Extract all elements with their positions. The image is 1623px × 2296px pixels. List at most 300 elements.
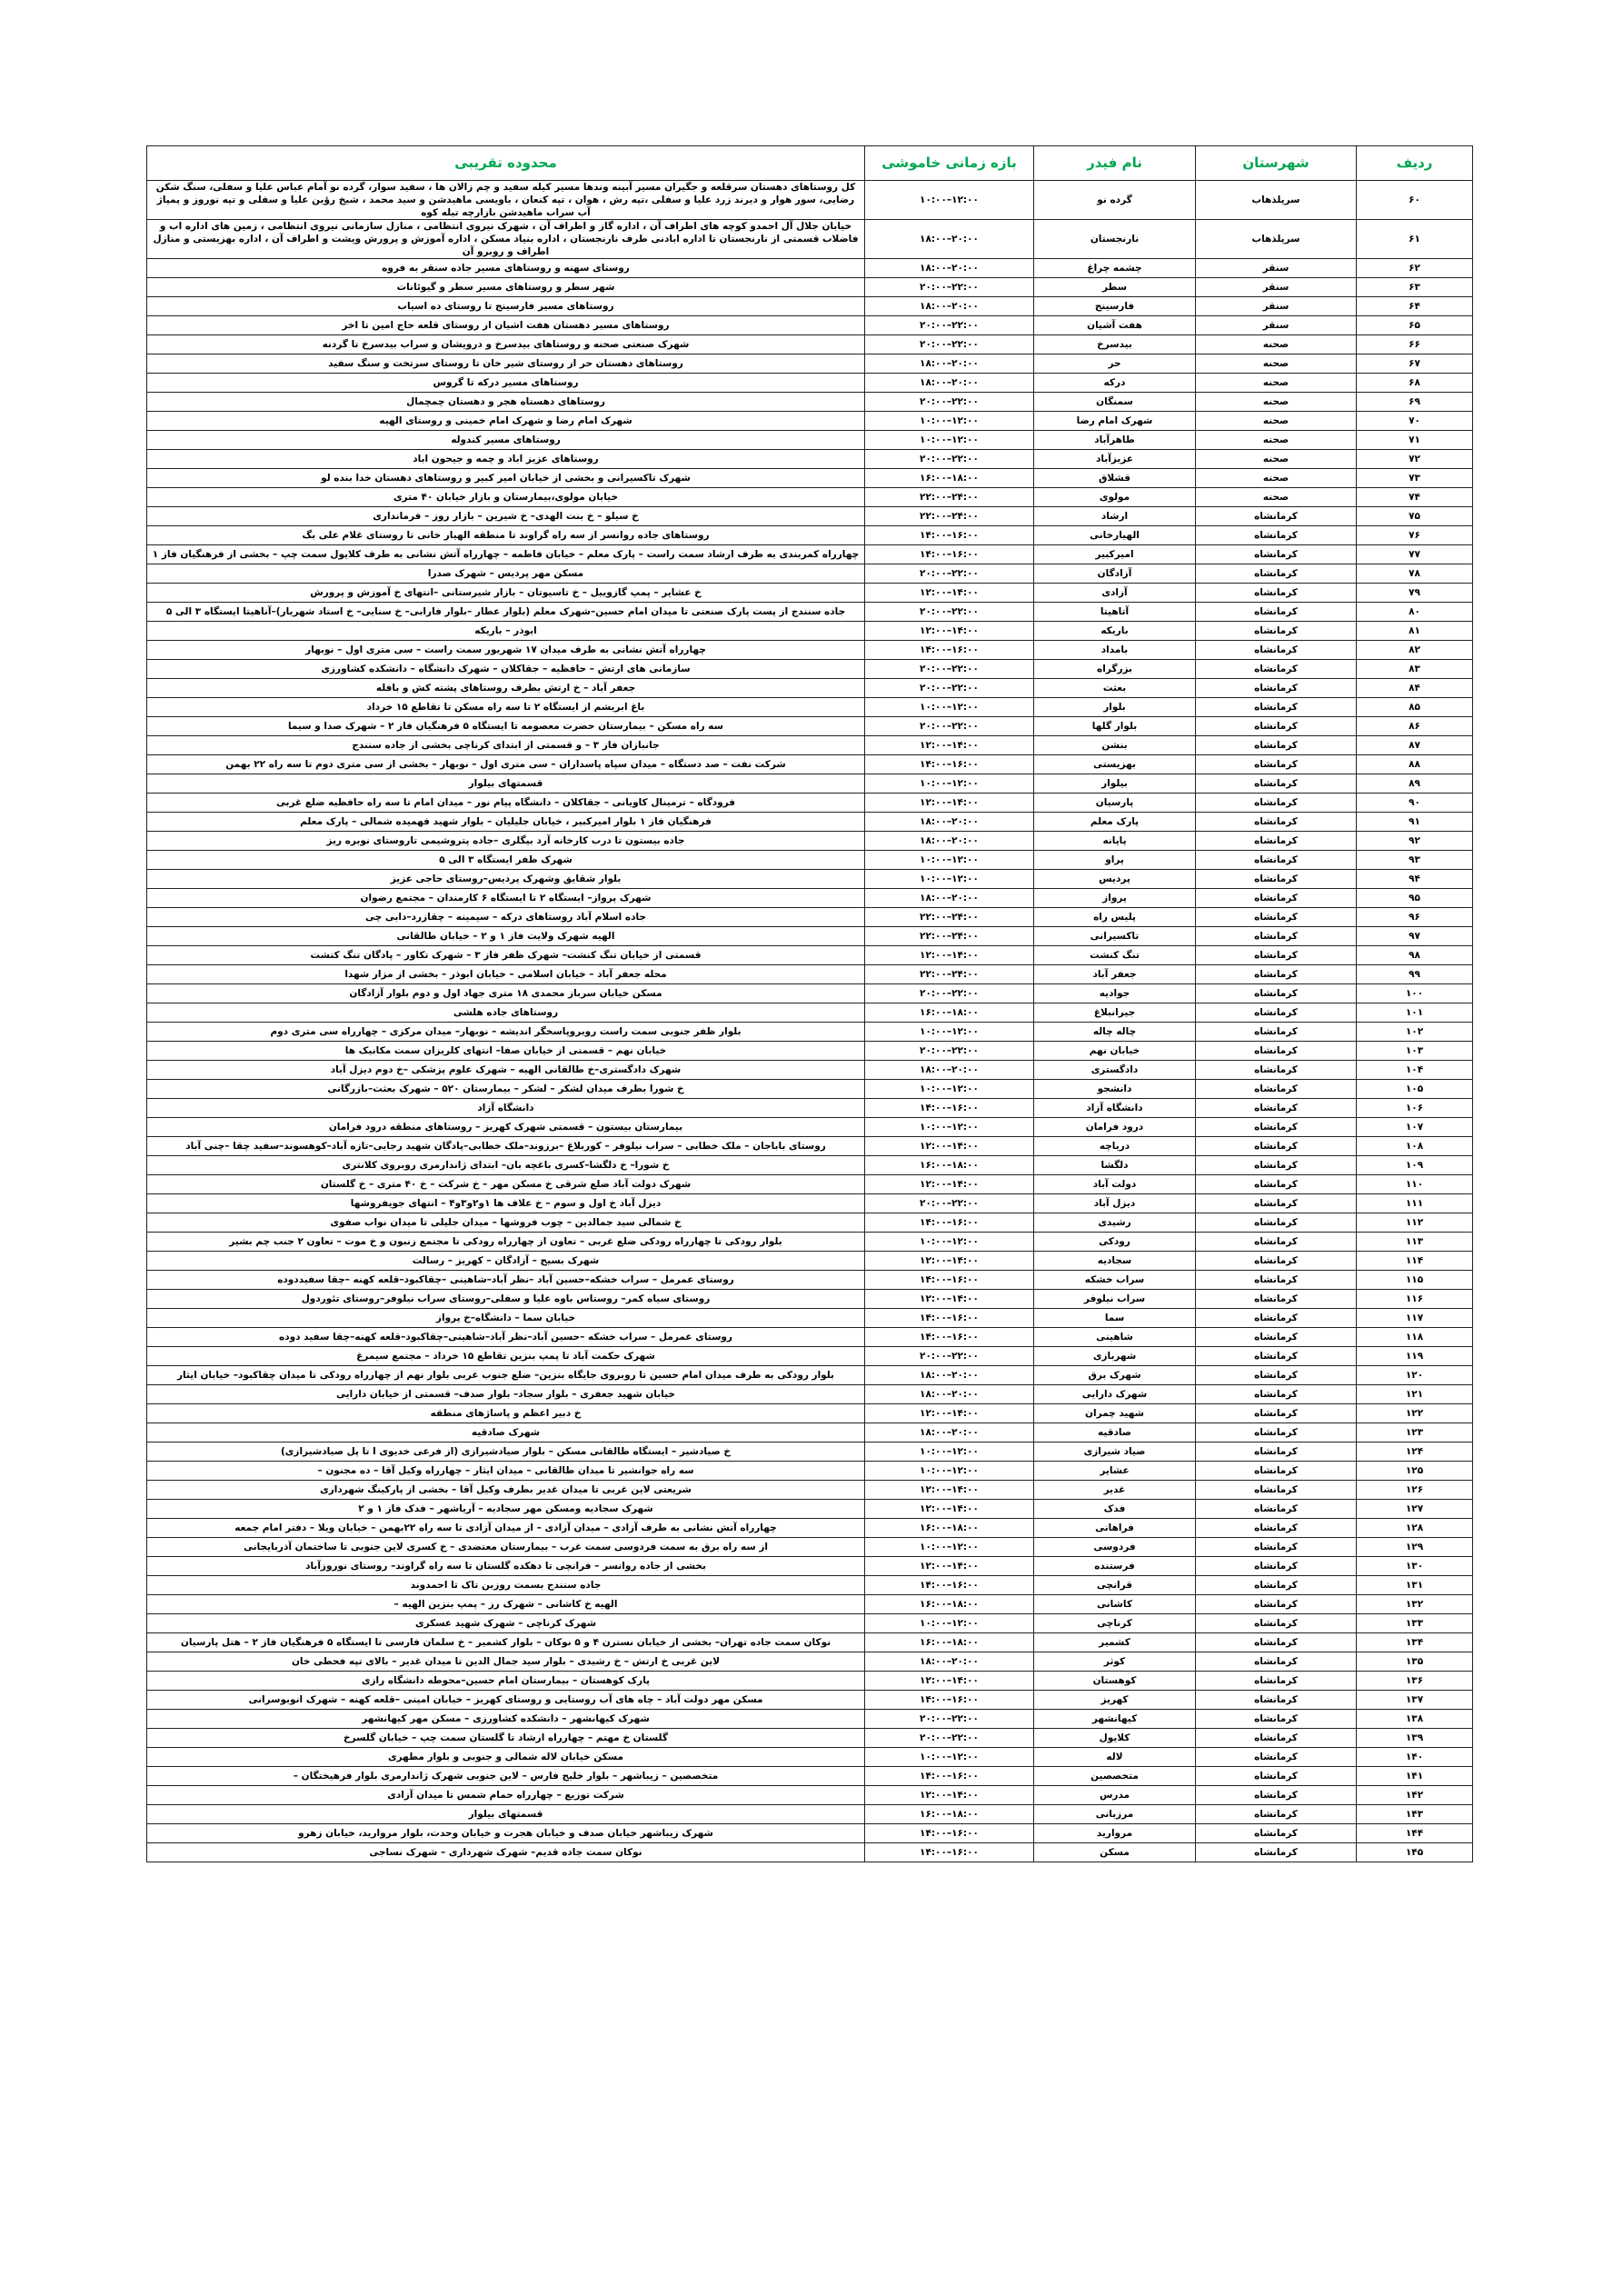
header-county: شهرستان [1196,146,1357,181]
area-cell: کل روستاهای دهستان سرقلعه و جگیران مسیر آبینه وندها مسیر کیله سفید و چم زالان ها ، سفید سوار، گرده نو آمام عباس علیا و سفلی، سنگ شکن رضایی، سور هوار و دیرند زرد علیا و سفلی ،تپه رش ، هوان ، تپه کنعان ، باویسی ماهیدشن و سید محمد ، شیخ رؤین علیا و سفلی و تپه نوروز و پمپاژ آب سراب ماهیدشن بازارچه تیله کوه [147,181,865,220]
row-number-cell: ۱۰۹ [1357,1156,1473,1175]
area-cell: گلستان خ مهتم – چهارراه ارشاد تا گلستان سمت چپ – خیابان گلسرخ [147,1729,865,1748]
time-cell: ۱۴:۰۰–۱۶:۰۰ [865,1213,1034,1233]
county-cell: کرمانشاه [1196,545,1357,564]
area-cell: شهرک زیباشهر خیابان صدف و خیابان هجرت و خیابان وحدت، بلوار مروارید، خیابان زهرو [147,1824,865,1843]
table-row [147,1824,1473,1843]
area-cell: فرودگاه – ترمینال کاویانی – جقاکلان – دانشگاه پیام نور – میدان امام تا سه راه حافظیه ضلع غربی [147,794,865,813]
table-row [147,1442,1473,1462]
area-cell: خ شمالی سید جمالدین – چوب فروشها – میدان جلیلی تا میدان نواب صفوی [147,1213,865,1233]
feeder-cell: قشلاق [1034,469,1196,488]
feeder-cell: فرستنده [1034,1557,1196,1576]
area-cell: روستای سیاه کمر– روستاس باوه علیا و سفلی–روستای سراب نیلوفر–روستای تئوردول [147,1290,865,1309]
table-row [147,1080,1473,1099]
time-cell: ۲۰:۰۰–۲۲:۰۰ [865,316,1034,335]
county-cell: کرمانشاه [1196,1347,1357,1366]
table-row [147,870,1473,889]
row-number-cell: ۱۴۱ [1357,1767,1473,1786]
area-cell: بخشی از جاده روانسر – فرانچی تا دهکده گلستان تا سه راه گراوند– روستای نوروزآباد [147,1557,865,1576]
area-cell: مسکن مهر دولت آباد – چاه های آب روستایی و روستای کهریز – خیابان امینی –قلعه کهنه – شهرک انوبوسرانی [147,1691,865,1710]
feeder-cell: کیهانشهر [1034,1710,1196,1729]
county-cell: کرمانشاه [1196,1481,1357,1500]
table-row [147,851,1473,870]
area-cell: الهیه خ کاشانی – شهرک رز – پمپ بنزین الهیه – [147,1595,865,1614]
table-row [147,1042,1473,1061]
county-cell: کرمانشاه [1196,1271,1357,1290]
table-row [147,1767,1473,1786]
feeder-cell: سطر [1034,278,1196,297]
table-row [147,755,1473,774]
time-cell: ۱۸:۰۰–۲۰:۰۰ [865,1385,1034,1404]
table-row [147,927,1473,946]
row-number-cell: ۸۰ [1357,603,1473,622]
county-cell: کرمانشاه [1196,526,1357,545]
area-cell: خیابان شهید جعفری – بلوار سجاد– بلوار صدف– قسمتی از خیابان دارایی [147,1385,865,1404]
table-row [147,1538,1473,1557]
feeder-cell: چاله چاله [1034,1023,1196,1042]
row-number-cell: ۱۳۷ [1357,1691,1473,1710]
table-row [147,1595,1473,1614]
table-row [147,889,1473,908]
county-cell: کرمانشاه [1196,1233,1357,1252]
row-number-cell: ۱۳۲ [1357,1595,1473,1614]
county-cell: کرمانشاه [1196,927,1357,946]
table-row [147,1023,1473,1042]
county-cell: کرمانشاه [1196,1080,1357,1099]
area-cell: بلوار رودکی تا چهارراه رودکی ضلع غربی – تعاون از چهارراه رودکی تا مجتمع زنبون و خ موت – تعاون ۲ جنب چم بشیر [147,1233,865,1252]
time-cell: ۲۰:۰۰–۲۲:۰۰ [865,1042,1034,1061]
feeder-cell: بلوار گلها [1034,717,1196,736]
time-cell: ۱۰:۰۰–۱۲:۰۰ [865,1614,1034,1633]
county-cell: کرمانشاه [1196,1786,1357,1805]
county-cell: کرمانشاه [1196,1442,1357,1462]
row-number-cell: ۶۶ [1357,335,1473,354]
feeder-cell: جوادیه [1034,984,1196,1003]
feeder-cell: کاشانی [1034,1595,1196,1614]
time-cell: ۲۰:۰۰–۲۲:۰۰ [865,335,1034,354]
feeder-cell: باریکه [1034,622,1196,641]
feeder-cell: سراب نیلوفر [1034,1290,1196,1309]
outage-table [146,145,1473,1862]
feeder-cell: مسکن [1034,1843,1196,1862]
county-cell: کرمانشاه [1196,851,1357,870]
table-row [147,679,1473,698]
time-cell: ۱۰:۰۰–۱۲:۰۰ [865,851,1034,870]
feeder-cell: رشیدی [1034,1213,1196,1233]
row-number-cell: ۱۲۹ [1357,1538,1473,1557]
table-row [147,545,1473,564]
feeder-cell: کرناچی [1034,1614,1196,1633]
row-number-cell: ۶۴ [1357,297,1473,316]
area-cell: جاده بیستون تا درب کارخانه آرد بیگلری –جاده پتروشیمی تاروستای نوبره ریز [147,832,865,851]
row-number-cell: ۶۱ [1357,220,1473,259]
time-cell: ۱۸:۰۰–۲۰:۰۰ [865,1061,1034,1080]
time-cell: ۲۰:۰۰–۲۲:۰۰ [865,450,1034,469]
table-row [147,1233,1473,1252]
table-row [147,984,1473,1003]
county-cell: کرمانشاه [1196,1748,1357,1767]
feeder-cell: مولوی [1034,488,1196,507]
row-number-cell: ۱۲۲ [1357,1404,1473,1423]
time-cell: ۲۰:۰۰–۲۲:۰۰ [865,1710,1034,1729]
feeder-cell: فارسینج [1034,297,1196,316]
feeder-cell: بنشن [1034,736,1196,755]
time-cell: ۲۲:۰۰–۲۴:۰۰ [865,488,1034,507]
time-cell: ۱۰:۰۰–۱۲:۰۰ [865,1748,1034,1767]
feeder-cell: درکه [1034,374,1196,393]
feeder-cell: بعثت [1034,679,1196,698]
table-row [147,698,1473,717]
county-cell: صحنه [1196,450,1357,469]
feeder-cell: دولت آباد [1034,1175,1196,1194]
county-cell: کرمانشاه [1196,1099,1357,1118]
time-cell: ۱۲:۰۰–۱۴:۰۰ [865,946,1034,965]
county-cell: کرمانشاه [1196,1423,1357,1442]
area-cell: شهر سطر و روستاهای مسیر سطر و گیوئانات [147,278,865,297]
area-cell: شهرک دادگستری–خ طالقانی الهیه – شهرک علوم پزشکی –خ دوم دیزل آباد [147,1061,865,1080]
area-cell: سه راه جوانشیر تا میدان طالقانی – میدان ایثار – چهارراه وکیل آقا – ده مجنون – [147,1462,865,1481]
time-cell: ۱۶:۰۰–۱۸:۰۰ [865,469,1034,488]
row-number-cell: ۱۰۲ [1357,1023,1473,1042]
header-area: محدوده تقریبی [147,146,865,181]
table-row [147,488,1473,507]
table-row [147,1309,1473,1328]
area-cell: از سه راه برق به سمت فردوسی سمت غرب – بیمارستان معتضدی – خ کسری لاین جنوبی تا ساختمان آذربایجانی [147,1538,865,1557]
time-cell: ۱۸:۰۰–۲۰:۰۰ [865,259,1034,278]
table-row [147,1614,1473,1633]
time-cell: ۱۰:۰۰–۱۲:۰۰ [865,431,1034,450]
row-number-cell: ۹۲ [1357,832,1473,851]
county-cell: سنقر [1196,297,1357,316]
row-number-cell: ۱۲۳ [1357,1423,1473,1442]
table-row [147,412,1473,431]
county-cell: کرمانشاه [1196,794,1357,813]
table-row [147,622,1473,641]
header-row-number: ردیف [1357,146,1473,181]
county-cell: کرمانشاه [1196,1843,1357,1862]
area-cell: شهرک تاکسیرانی و بخشی از خیابان امیر کبیر و روستاهای دهستان خدا بنده لو [147,469,865,488]
table-row [147,1481,1473,1500]
county-cell: کرمانشاه [1196,1404,1357,1423]
time-cell: ۱۸:۰۰–۲۰:۰۰ [865,1366,1034,1385]
table-row [147,660,1473,679]
table-row [147,965,1473,984]
feeder-cell: هفت آشیان [1034,316,1196,335]
area-cell: قسمتهای بیلوار [147,774,865,794]
table-row [147,1519,1473,1538]
time-cell: ۱۴:۰۰–۱۶:۰۰ [865,526,1034,545]
time-cell: ۱۸:۰۰–۲۰:۰۰ [865,1652,1034,1672]
area-cell: قسمتهای بیلوار [147,1805,865,1824]
county-cell: کرمانشاه [1196,1633,1357,1652]
county-cell: سنقر [1196,316,1357,335]
county-cell: صحنه [1196,431,1357,450]
table-row [147,1175,1473,1194]
time-cell: ۱۸:۰۰–۲۰:۰۰ [865,297,1034,316]
feeder-cell: تنگ کنشت [1034,946,1196,965]
time-cell: ۱۲:۰۰–۱۴:۰۰ [865,1672,1034,1691]
time-cell: ۱۰:۰۰–۱۲:۰۰ [865,1023,1034,1042]
county-cell: کرمانشاه [1196,622,1357,641]
table-row [147,564,1473,584]
county-cell: کرمانشاه [1196,1175,1357,1194]
table-row [147,335,1473,354]
table-row [147,1252,1473,1271]
row-number-cell: ۱۲۰ [1357,1366,1473,1385]
table-row [147,736,1473,755]
table-row [147,469,1473,488]
area-cell: شهرک سجادیه ومسکن مهر سجادیه – آریاشهر – فدک فاز ۱ و ۲ [147,1500,865,1519]
county-cell: کرمانشاه [1196,965,1357,984]
time-cell: ۱۸:۰۰–۲۰:۰۰ [865,1423,1034,1442]
time-cell: ۱۴:۰۰–۱۶:۰۰ [865,755,1034,774]
row-number-cell: ۶۹ [1357,393,1473,412]
time-cell: ۲۰:۰۰–۲۲:۰۰ [865,717,1034,736]
row-number-cell: ۹۸ [1357,946,1473,965]
feeder-cell: کلایول [1034,1729,1196,1748]
row-number-cell: ۱۰۸ [1357,1137,1473,1156]
area-cell: باغ ابریشم از ایستگاه ۲ تا سه راه مسکن تا تقاطع ۱۵ خرداد [147,698,865,717]
area-cell: چهارراه آتش نشانی به طرف آزادی – میدان آزادی – از میدان آزادی تا سه راه ۲۲بهمن – خیابان ویلا – دفتر امام جمعه [147,1519,865,1538]
feeder-cell: چشمه چراغ [1034,259,1196,278]
feeder-cell: مرزبانی [1034,1805,1196,1824]
time-cell: ۱۲:۰۰–۱۴:۰۰ [865,1557,1034,1576]
time-cell: ۲۲:۰۰–۲۴:۰۰ [865,507,1034,526]
row-number-cell: ۱۰۴ [1357,1061,1473,1080]
time-cell: ۱۴:۰۰–۱۶:۰۰ [865,545,1034,564]
time-cell: ۲۰:۰۰–۲۲:۰۰ [865,393,1034,412]
area-cell: جاده سنندج از پست پارک صنعتی تا میدان امام حسین–شهرک معلم (بلوار عطار –بلوار فارابی– خ سنایی– خ استاد شهریار)–آناهیتا ایستگاه ۳ الی ۵ [147,603,865,622]
area-cell: شریعتی لاین غربی تا میدان غدیر بطرف وکیل آقا – بخشی از پارکینگ شهرداری [147,1481,865,1500]
area-cell: مسکن خیابان لاله شمالی و جنوبی و بلوار مطهری [147,1748,865,1767]
row-number-cell: ۶۳ [1357,278,1473,297]
row-number-cell: ۹۴ [1357,870,1473,889]
table-row [147,1385,1473,1404]
area-cell: شرکت نفت – صد دستگاه – میدان سپاه پاسداران – سی متری اول – نوبهار – بخشی از سی متری دوم تا سه راه ۲۲ بهمن [147,755,865,774]
time-cell: ۱۰:۰۰–۱۲:۰۰ [865,1118,1034,1137]
feeder-cell: بلوار [1034,698,1196,717]
table-row [147,1729,1473,1748]
row-number-cell: ۱۰۵ [1357,1080,1473,1099]
feeder-cell: نارنجستان [1034,220,1196,259]
time-cell: ۱۰:۰۰–۱۲:۰۰ [865,1442,1034,1462]
table-row [147,181,1473,220]
feeder-cell: بیدسرخ [1034,335,1196,354]
row-number-cell: ۷۱ [1357,431,1473,450]
time-cell: ۱۰:۰۰–۱۲:۰۰ [865,698,1034,717]
area-cell: روستاهای مسیر کندوله [147,431,865,450]
county-cell: کرمانشاه [1196,946,1357,965]
table-row [147,1423,1473,1442]
table-row [147,297,1473,316]
row-number-cell: ۹۱ [1357,813,1473,832]
time-cell: ۲۲:۰۰–۲۴:۰۰ [865,965,1034,984]
row-number-cell: ۱۱۳ [1357,1233,1473,1252]
table-row [147,1118,1473,1137]
table-row [147,1099,1473,1118]
feeder-cell: شهربازی [1034,1347,1196,1366]
row-number-cell: ۱۴۴ [1357,1824,1473,1843]
time-cell: ۱۸:۰۰–۲۰:۰۰ [865,220,1034,259]
table-row [147,1404,1473,1423]
county-cell: کرمانشاه [1196,908,1357,927]
table-row [147,278,1473,297]
table-row [147,354,1473,374]
row-number-cell: ۹۰ [1357,794,1473,813]
row-number-cell: ۶۸ [1357,374,1473,393]
county-cell: کرمانشاه [1196,1061,1357,1080]
table-row [147,431,1473,450]
time-cell: ۱۴:۰۰–۱۶:۰۰ [865,1767,1034,1786]
header-feeder: نام فیدر [1034,146,1196,181]
table-row [147,717,1473,736]
row-number-cell: ۱۱۹ [1357,1347,1473,1366]
row-number-cell: ۱۲۵ [1357,1462,1473,1481]
county-cell: کرمانشاه [1196,1805,1357,1824]
time-cell: ۲۰:۰۰–۲۲:۰۰ [865,1347,1034,1366]
area-cell: جاده سنندج بسمت روزبن تاک تا احمدوند [147,1576,865,1595]
feeder-cell: مروارید [1034,1824,1196,1843]
row-number-cell: ۱۲۷ [1357,1500,1473,1519]
feeder-cell: آزادگان [1034,564,1196,584]
county-cell: صحنه [1196,469,1357,488]
feeder-cell: پلیس راه [1034,908,1196,927]
county-cell: کرمانشاه [1196,1328,1357,1347]
time-cell: ۲۰:۰۰–۲۲:۰۰ [865,1729,1034,1748]
row-number-cell: ۸۹ [1357,774,1473,794]
time-cell: ۱۴:۰۰–۱۶:۰۰ [865,641,1034,660]
table-row [147,507,1473,526]
feeder-cell: فراهانی [1034,1519,1196,1538]
area-cell: روستاهای جاده روانسر از سه راه گراوند تا منطقه الهیار خانی تا روستای غلام علی بگ [147,526,865,545]
row-number-cell: ۱۳۳ [1357,1614,1473,1633]
county-cell: کرمانشاه [1196,679,1357,698]
time-cell: ۱۴:۰۰–۱۶:۰۰ [865,1271,1034,1290]
feeder-cell: بزرگراه [1034,660,1196,679]
area-cell: نوکان سمت جاده قدیم– شهرک شهرداری – شهرک نساجی [147,1843,865,1862]
table-row [147,1691,1473,1710]
county-cell: کرمانشاه [1196,1290,1357,1309]
table-row [147,1843,1473,1862]
county-cell: کرمانشاه [1196,1824,1357,1843]
row-number-cell: ۱۰۷ [1357,1118,1473,1137]
row-number-cell: ۶۲ [1357,259,1473,278]
county-cell: کرمانشاه [1196,603,1357,622]
row-number-cell: ۱۳۴ [1357,1633,1473,1652]
row-number-cell: ۱۱۱ [1357,1194,1473,1213]
county-cell: کرمانشاه [1196,1652,1357,1672]
time-cell: ۱۲:۰۰–۱۴:۰۰ [865,1252,1034,1271]
county-cell: کرمانشاه [1196,1252,1357,1271]
area-cell: شهرک صنعتی صحنه و روستاهای بیدسرخ و درویشان و سراب بیدسرخ تا گردنه [147,335,865,354]
county-cell: کرمانشاه [1196,564,1357,584]
feeder-cell: دادگستری [1034,1061,1196,1080]
table-row [147,1576,1473,1595]
area-cell: چهارراه آتش نشانی به طرف میدان ۱۷ شهریور سمت راست – سی متری اول – نوبهار [147,641,865,660]
county-cell: کرمانشاه [1196,641,1357,660]
area-cell: نوکان سمت جاده تهران– بخشی از خیابان نسترن ۴ و ۵ نوکان – بلوار کشمیر – خ سلمان فارسی تا ایستگاه ۵ فرهنگیان فاز ۲ – هتل پارسیان [147,1633,865,1652]
feeder-cell: سما [1034,1309,1196,1328]
area-cell: روستاهای مسیر فارسینج تا روستای ده اسیاب [147,297,865,316]
county-cell: کرمانشاه [1196,1385,1357,1404]
row-number-cell: ۹۵ [1357,889,1473,908]
row-number-cell: ۸۳ [1357,660,1473,679]
county-cell: کرمانشاه [1196,1767,1357,1786]
county-cell: کرمانشاه [1196,1614,1357,1633]
time-cell: ۲۰:۰۰–۲۲:۰۰ [865,603,1034,622]
feeder-cell: الهیارخانی [1034,526,1196,545]
time-cell: ۱۶:۰۰–۱۸:۰۰ [865,1156,1034,1175]
county-cell: کرمانشاه [1196,507,1357,526]
county-cell: کرمانشاه [1196,1595,1357,1614]
county-cell: صحنه [1196,393,1357,412]
time-cell: ۱۰:۰۰–۱۲:۰۰ [865,1080,1034,1099]
area-cell: الهیه شهرک ولایت فاز ۱ و ۲ – خیابان طالقانی [147,927,865,946]
row-number-cell: ۱۴۳ [1357,1805,1473,1824]
area-cell: خیابان نهم – قسمتی از خیابان صفا– انتهای کلریزان سمت مکانیک ها [147,1042,865,1061]
table-row [147,1347,1473,1366]
row-number-cell: ۱۰۰ [1357,984,1473,1003]
area-cell: بلوار ظفر جنوبی سمت راست روبروپاسخگر اندیشه – نوبهار– میدان مرکزی – چهارراه سی متری دوم [147,1023,865,1042]
area-cell: خ صیادشیر – ایستگاه طالقانی مسکن – بلوار صیادشیرازی (از فرعی خدیوی ا تا پل صیادشیرازی) [147,1442,865,1462]
feeder-cell: سجادیه [1034,1252,1196,1271]
time-cell: ۲۰:۰۰–۲۲:۰۰ [865,564,1034,584]
county-cell: کرمانشاه [1196,984,1357,1003]
feeder-cell: آزادی [1034,584,1196,603]
area-cell: بلوار رودکی به طرف میدان امام حسین تا روبروی جایگاه بنزین– ضلع جنوب غربی بلوار نهم از چهارراه رودکی تا میدان چقاکبود– خیابان ایثار [147,1366,865,1385]
row-number-cell: ۷۳ [1357,469,1473,488]
feeder-cell: کشمیر [1034,1633,1196,1652]
feeder-cell: کهریز [1034,1691,1196,1710]
time-cell: ۱۰:۰۰–۱۲:۰۰ [865,1233,1034,1252]
area-cell: روستاهای دهستاه هجر و دهستان چمچمال [147,393,865,412]
row-number-cell: ۷۹ [1357,584,1473,603]
table-row [147,316,1473,335]
area-cell: شهرک کرناچی – شهرک شهید عسکری [147,1614,865,1633]
time-cell: ۱۶:۰۰–۱۸:۰۰ [865,1595,1034,1614]
table-row [147,259,1473,278]
table-row [147,1672,1473,1691]
time-cell: ۱۶:۰۰–۱۸:۰۰ [865,1633,1034,1652]
area-cell: شهرک ظفر ایستگاه ۳ الی ۵ [147,851,865,870]
county-cell: کرمانشاه [1196,1042,1357,1061]
area-cell: دانشگاه آزاد [147,1099,865,1118]
time-cell: ۱۲:۰۰–۱۴:۰۰ [865,1500,1034,1519]
county-cell: کرمانشاه [1196,1672,1357,1691]
table-row [147,1003,1473,1023]
row-number-cell: ۱۴۰ [1357,1748,1473,1767]
time-cell: ۱۸:۰۰–۲۰:۰۰ [865,813,1034,832]
feeder-cell: تاکسیرانی [1034,927,1196,946]
time-cell: ۱۴:۰۰–۱۶:۰۰ [865,1824,1034,1843]
time-cell: ۱۲:۰۰–۱۴:۰۰ [865,622,1034,641]
table-row [147,1213,1473,1233]
feeder-cell: دیزل آباد [1034,1194,1196,1213]
row-number-cell: ۱۲۱ [1357,1385,1473,1404]
row-number-cell: ۷۲ [1357,450,1473,469]
table-row [147,374,1473,393]
table-row [147,393,1473,412]
table-row [147,946,1473,965]
county-cell: کرمانشاه [1196,736,1357,755]
area-cell: محله جعفر آباد – خیابان اسلامی – خیابان ابوذر – بخشی از مزار شهدا [147,965,865,984]
table-row [147,603,1473,622]
time-cell: ۱۲:۰۰–۱۴:۰۰ [865,1404,1034,1423]
time-cell: ۱۴:۰۰–۱۶:۰۰ [865,1309,1034,1328]
area-cell: شهرک بسیج – آزادگان – کهریز – رسالت [147,1252,865,1271]
county-cell: کرمانشاه [1196,832,1357,851]
area-cell: خ سیلو – خ بنت الهدی– خ شیرین – بازار روز – فرمانداری [147,507,865,526]
